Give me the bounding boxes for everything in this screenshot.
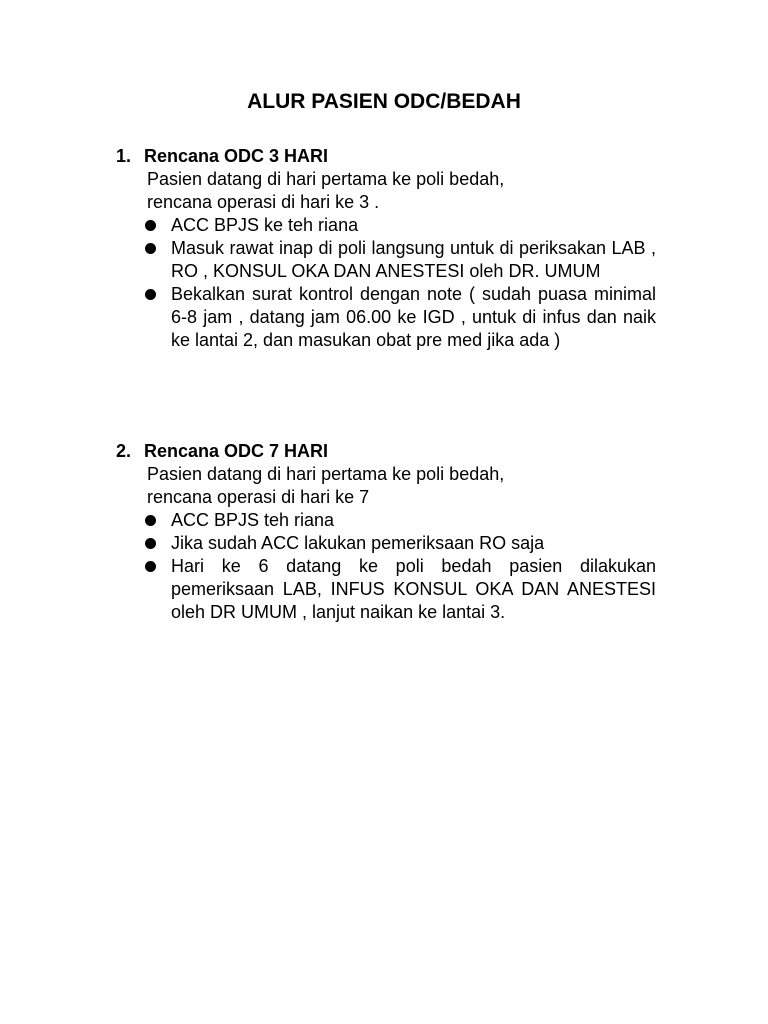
list-item-text: Masuk rawat inap di poli langsung untuk di periksakan LAB , RO , KONSUL OKA DAN ANESTESI oleh DR. UMUM — [171, 238, 656, 281]
list-item — [116, 532, 656, 555]
section-heading — [116, 440, 656, 463]
section-heading-text: Rencana ODC 7 HARI — [144, 441, 329, 461]
list-item-text: Hari ke 6 datang ke poli bedah pasien dilakukan pemeriksaan LAB, INFUS KONSUL OKA DAN ANESTESI oleh DR UMUM , lanjut naikan ke lantai 3. — [171, 556, 656, 622]
document-title: ALUR PASIEN ODC/BEDAH — [247, 90, 521, 113]
list-item — [116, 555, 656, 624]
list-item-text: ACC BPJS ke teh riana — [171, 215, 359, 235]
bullet-icon — [145, 515, 156, 526]
bullet-icon — [145, 561, 156, 572]
bullet-icon — [145, 220, 156, 231]
section-intro-line: Pasien datang di hari pertama ke poli bedah, — [147, 464, 505, 484]
bullet-list — [116, 214, 656, 352]
section-heading — [116, 145, 656, 168]
bullet-icon — [145, 243, 156, 254]
list-item — [116, 237, 656, 283]
list-item — [116, 283, 656, 352]
bullet-list — [116, 509, 656, 624]
section-intro-line: rencana operasi di hari ke 3 . — [147, 192, 380, 212]
bullet-icon — [145, 289, 156, 300]
list-item-text: Jika sudah ACC lakukan pemeriksaan RO saja — [171, 533, 545, 553]
list-item-text: ACC BPJS teh riana — [171, 510, 335, 530]
section-number: 2. — [116, 441, 132, 461]
section-odc-3-hari — [116, 145, 656, 352]
list-item — [116, 509, 656, 532]
list-item-text: Bekalkan surat kontrol dengan note ( sudah puasa minimal 6-8 jam , datang jam 06.00 ke IGD , untuk di infus dan naik ke lantai 2, dan masukan obat pre med jika ada ) — [171, 284, 656, 350]
section-odc-7-hari — [116, 440, 656, 624]
bullet-icon — [145, 538, 156, 549]
section-intro-line: Pasien datang di hari pertama ke poli bedah, — [147, 169, 505, 189]
section-number: 1. — [116, 146, 132, 166]
section-intro-line: rencana operasi di hari ke 7 — [147, 487, 370, 507]
section-heading-text: Rencana ODC 3 HARI — [144, 146, 329, 166]
list-item — [116, 214, 656, 237]
